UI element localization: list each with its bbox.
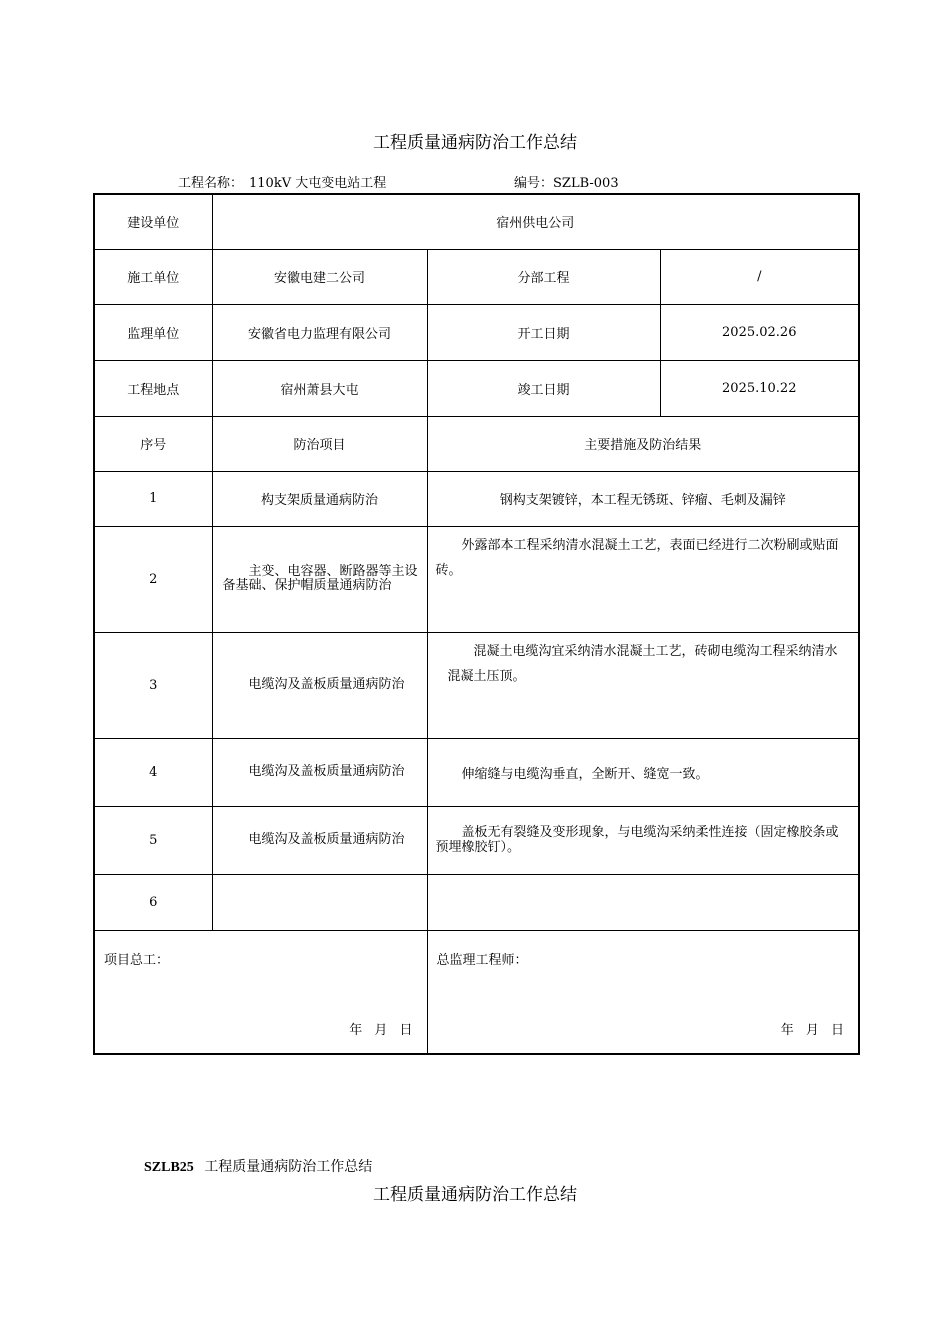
- table-row: [94, 471, 859, 526]
- table-row: [94, 194, 859, 249]
- prevention-result: 外露部本工程采纳清水混凝土工艺，表面已经进行二次粉刷或贴面砖。: [427, 526, 859, 632]
- row-number: 6: [94, 874, 212, 930]
- site-value: 宿州萧县大屯: [212, 360, 427, 416]
- contractor-value: 安徽电建二公司: [212, 249, 427, 304]
- table-row: [94, 304, 859, 360]
- table-row: [94, 806, 859, 874]
- chief-supervisor-signature: [427, 930, 859, 1054]
- form-caption: 工程质量通病防治工作总结: [204, 1159, 373, 1175]
- prevention-result: [427, 874, 859, 930]
- contractor-label: 施工单位: [94, 249, 212, 304]
- table-row: [94, 738, 859, 806]
- supervisor-value: 安徽省电力监理有限公司: [212, 304, 427, 360]
- start-date-value: 2025.02.26: [660, 304, 859, 360]
- summary-table: [93, 193, 860, 1055]
- project-name-label: 工程名称：: [178, 176, 244, 191]
- form-code: SZLB25: [144, 1160, 194, 1175]
- sub-project-value: /: [660, 249, 859, 304]
- chief-engineer-label: 项目总工：: [104, 952, 170, 968]
- prevention-item: 电缆沟及盖板质量通病防治: [212, 738, 427, 806]
- code-line: [514, 172, 619, 191]
- prevention-item: 主变、电容器、断路器等主设备基础、保护帽质量通病防治: [212, 526, 427, 632]
- prevention-result: 钢构支架镀锌，本工程无锈斑、锌瘤、毛刺及漏锌: [427, 471, 859, 526]
- row-number: 2: [94, 526, 212, 632]
- prevention-result: 伸缩缝与电缆沟垂直，全断开、缝宽一致。: [427, 738, 859, 806]
- prevention-item: [212, 874, 427, 930]
- signature-row: [94, 930, 859, 1054]
- start-date-label: 开工日期: [427, 304, 660, 360]
- chief-engineer-date: 年 月 日: [349, 1022, 417, 1038]
- next-page-title: 工程质量通病防治工作总结: [373, 1185, 577, 1205]
- column-header-result: 主要措施及防治结果: [427, 416, 859, 471]
- table-row: [94, 526, 859, 632]
- prevention-result: 盖板无有裂缝及变形现象，与电缆沟采纳柔性连接（固定橡胶条或预埋橡胶钉）。: [427, 806, 859, 874]
- code-label: 编号：: [514, 176, 554, 191]
- next-form-caption: [144, 1156, 372, 1176]
- table-row: [94, 249, 859, 304]
- row-number: 3: [94, 632, 212, 738]
- table-row: [94, 632, 859, 738]
- table-row: [94, 360, 859, 416]
- chief-supervisor-date: 年 月 日: [780, 1022, 849, 1038]
- row-number: 4: [94, 738, 212, 806]
- table-header-row: [94, 416, 859, 471]
- project-name-line: [178, 172, 386, 191]
- prevention-item: 电缆沟及盖板质量通病防治: [212, 632, 427, 738]
- site-label: 工程地点: [94, 360, 212, 416]
- row-number: 5: [94, 806, 212, 874]
- finish-date-value: 2025.10.22: [660, 360, 859, 416]
- document-title: 工程质量通病防治工作总结: [373, 133, 577, 153]
- table-row: [94, 874, 859, 930]
- document-code: SZLB-003: [553, 176, 619, 191]
- column-header-item: 防治项目: [212, 416, 427, 471]
- prevention-result: 混凝土电缆沟宜采纳清水混凝土工艺，砖砌电缆沟工程采纳清水混凝土压顶。: [427, 632, 859, 738]
- column-header-no: 序号: [94, 416, 212, 471]
- prevention-item: 电缆沟及盖板质量通病防治: [212, 806, 427, 874]
- prevention-item: 构支架质量通病防治: [212, 471, 427, 526]
- sub-project-label: 分部工程: [427, 249, 660, 304]
- chief-supervisor-label: 总监理工程师：: [436, 952, 528, 968]
- project-name: 110kV 大屯变电站工程: [249, 176, 387, 191]
- supervisor-label: 监理单位: [94, 304, 212, 360]
- finish-date-label: 竣工日期: [427, 360, 660, 416]
- row-number: 1: [94, 471, 212, 526]
- chief-engineer-signature: [94, 930, 427, 1054]
- builder-value: 宿州供电公司: [212, 194, 859, 249]
- builder-label: 建设单位: [94, 194, 212, 249]
